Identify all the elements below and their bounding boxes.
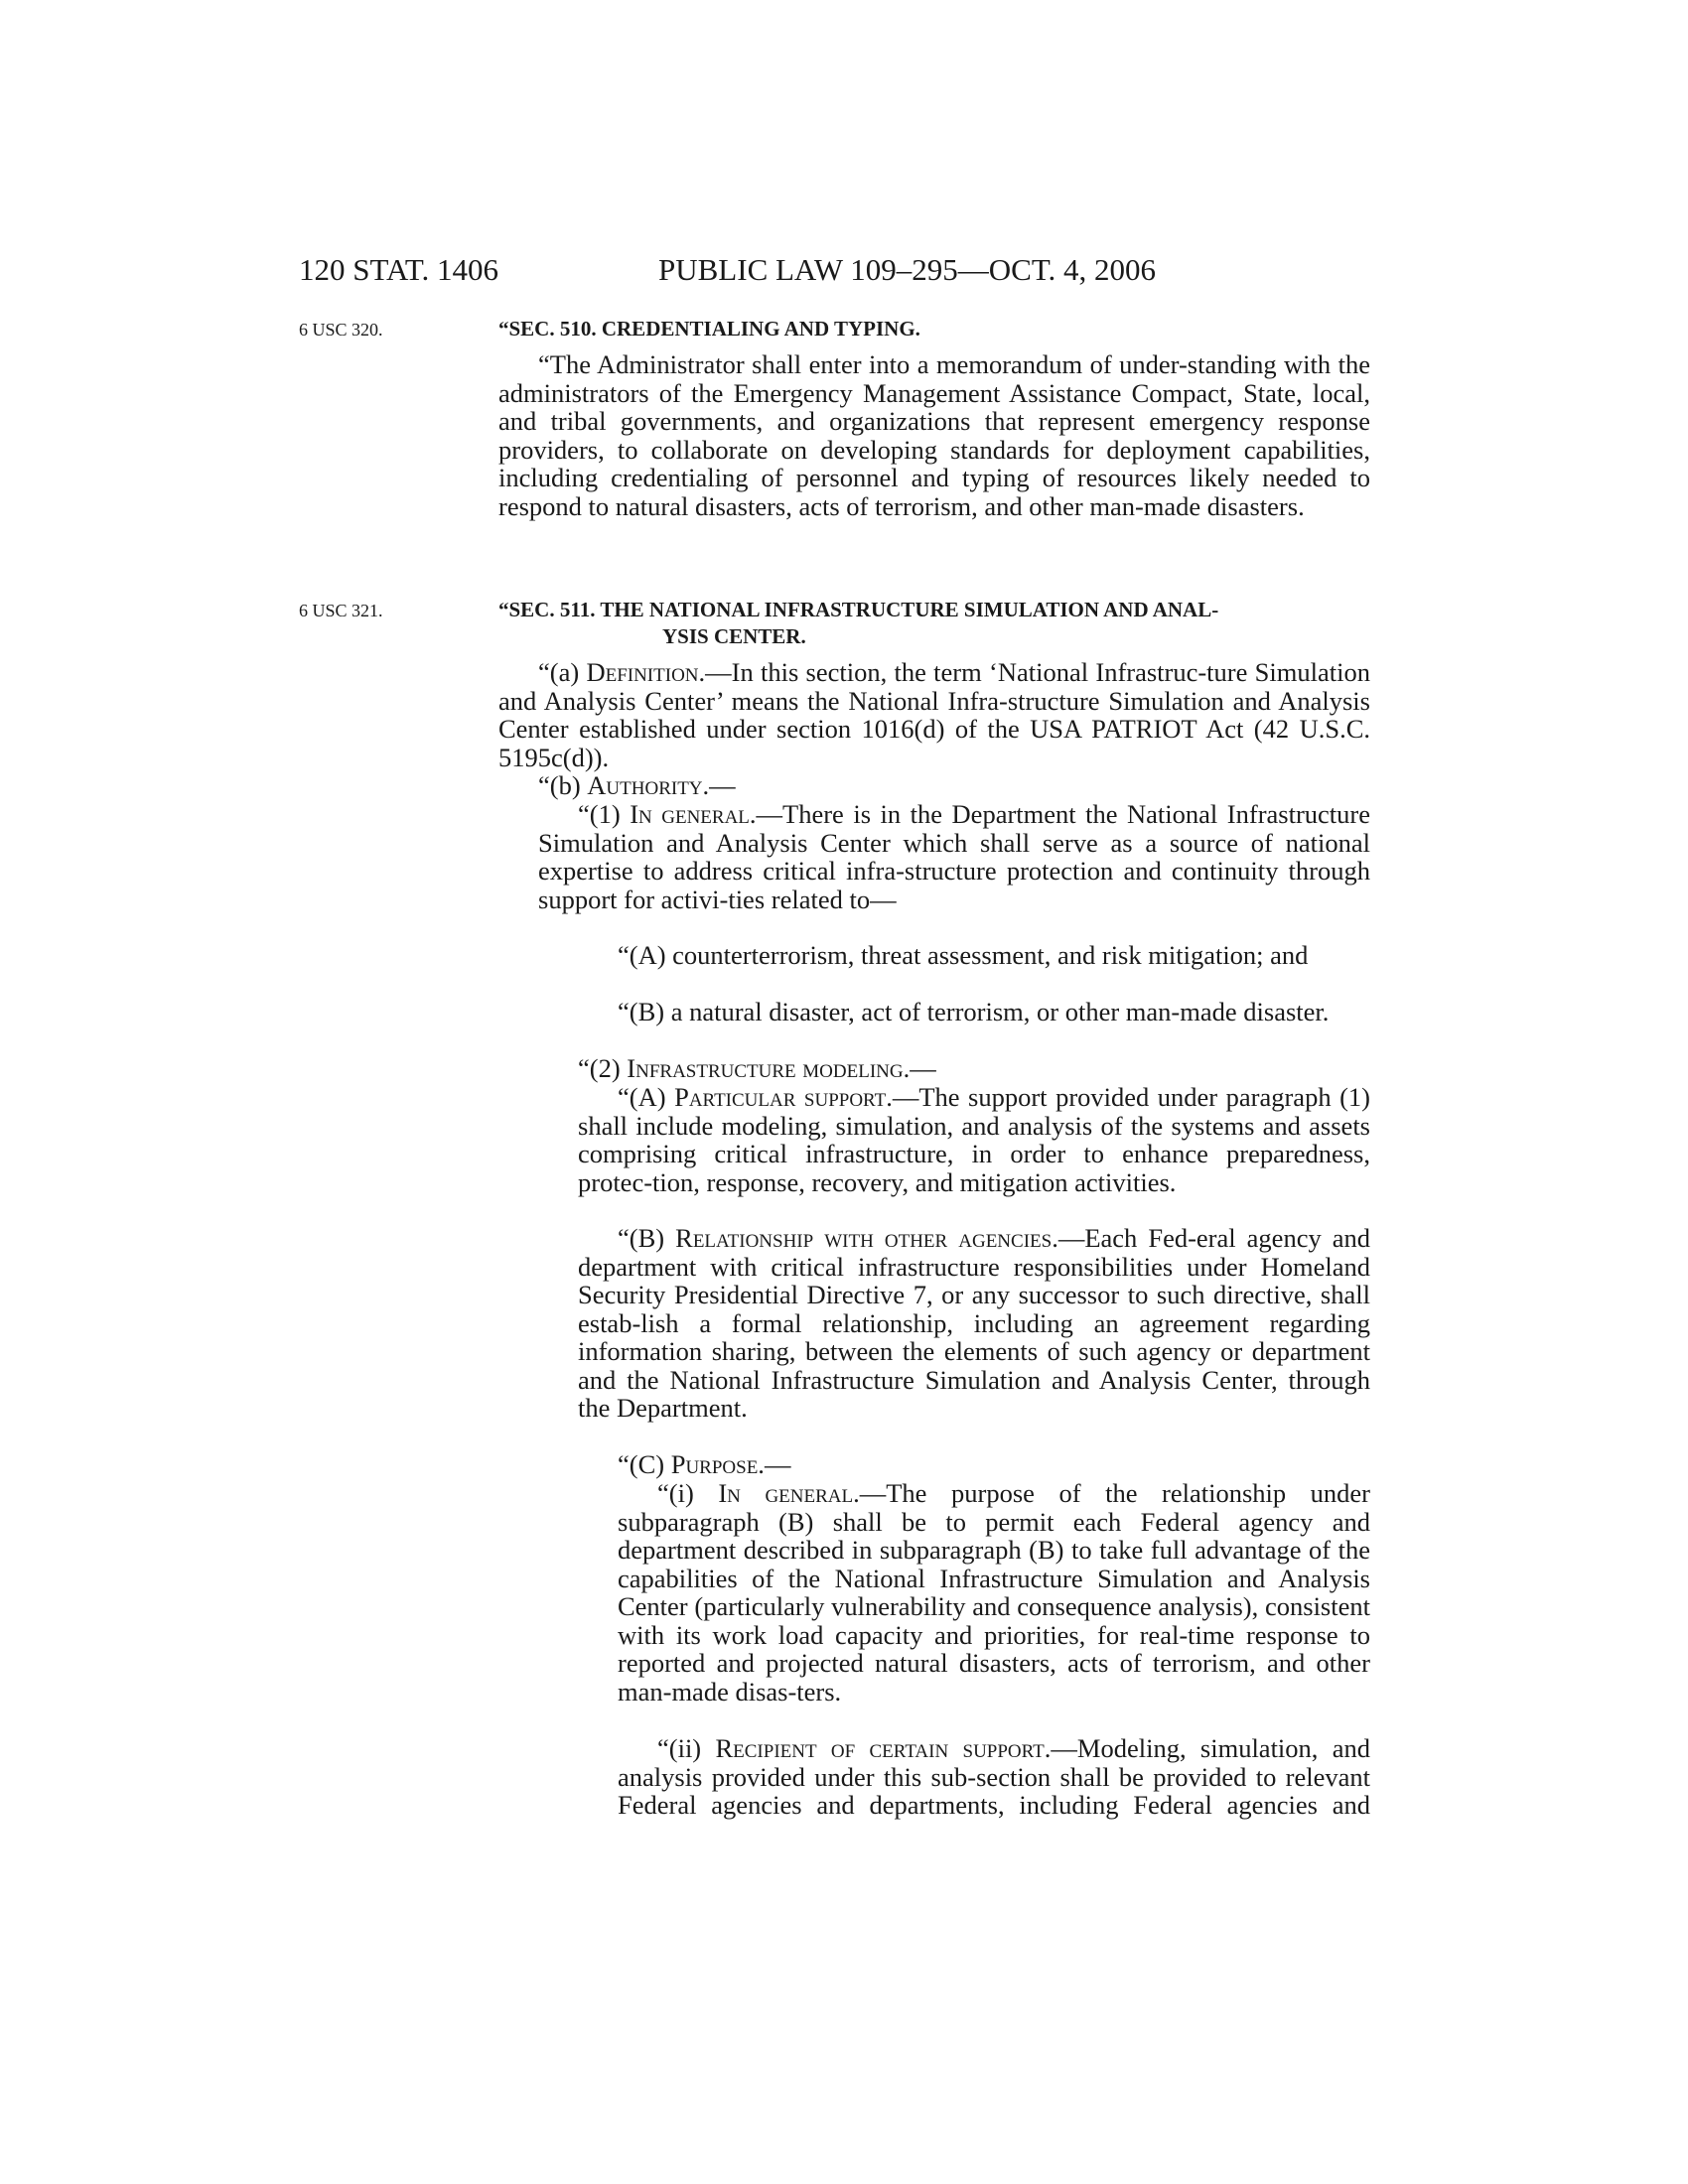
- subparagraph-b2C: [618, 1450, 1370, 1479]
- subparagraph-b2A-prefix: “(A): [618, 1082, 675, 1112]
- section-510-heading: “SEC. 510. CREDENTIALING AND TYPING.: [498, 317, 920, 341]
- subparagraph-b1B: [578, 998, 1370, 1026]
- subparagraph-b1B-text: “(B) a natural disaster, act of terrorism, or other man-made disaster.: [618, 997, 1330, 1026]
- subsection-a: [498, 658, 1370, 771]
- clause-b2Ci-prefix: “(i): [657, 1478, 719, 1508]
- section-511-heading-line2: YSIS CENTER.: [662, 624, 806, 648]
- clause-b2Ci: [618, 1479, 1370, 1706]
- public-law-citation: PUBLIC LAW 109–295—OCT. 4, 2006: [658, 252, 1156, 287]
- clause-b2Cii-caption: Recipient of certain support.: [715, 1733, 1052, 1763]
- paragraph-b1-text: —There is in the Department the National Infrastructure Simulation and Analysis Center which shall serve as a source of national expertise to address critical infra-structure protection and continuity through support for activi-ties related to—: [538, 799, 1370, 914]
- subsection-b-prefix: “(b): [538, 770, 588, 800]
- statute-citation: 120 STAT. 1406: [299, 252, 499, 287]
- subsection-b-caption: Authority.: [587, 770, 710, 800]
- paragraph-b2-prefix: “(2): [578, 1053, 628, 1083]
- subparagraph-b2A-text: —The support provided under paragraph (1) shall include modeling, simulation, and analysis of the systems and assets comprising critical infrastructure, in order to enhance preparedness, protec-tion, response, recovery, and mitigation activities.: [578, 1082, 1370, 1197]
- paragraph-b1-prefix: “(1): [578, 799, 631, 829]
- clause-b2Cii-text: —Modeling, simulation, and analysis provided under this sub-section shall be provided to relevant Federal agencies and departments, including Federal agencies and: [618, 1733, 1371, 1820]
- subparagraph-b2B-prefix: “(B): [618, 1223, 676, 1253]
- subparagraph-b2B-caption: Relationship with other agencies.: [675, 1223, 1058, 1253]
- paragraph-b1: [538, 800, 1370, 913]
- subparagraph-b2C-caption: Purpose.: [670, 1449, 765, 1479]
- running-head: [299, 250, 1391, 290]
- section-511-heading: [498, 597, 1370, 650]
- subparagraph-b2B-text: —Each Fed-eral agency and department with critical infrastructure responsibilities under Homeland Security Presidential Directive 7, or any successor to such directive, shall estab-lish a formal relationship, including an agreement regarding information sharing, between the elements of such agency or department and the National Infrastructure Simulation and Analysis Center, through the Department.: [578, 1223, 1371, 1423]
- subparagraph-b2A: [578, 1083, 1370, 1196]
- subparagraph-b2C-text: —: [764, 1449, 791, 1479]
- section-510-body: [498, 350, 1370, 520]
- clause-b2Cii-prefix: “(ii): [657, 1733, 716, 1763]
- subsection-a-prefix: “(a): [538, 657, 587, 687]
- clause-b2Ci-caption: In general.: [718, 1478, 860, 1508]
- paragraph-b1-caption: In general.: [630, 799, 757, 829]
- clause-b2Ci-text: —The purpose of the relationship under subparagraph (B) shall be to permit each Federal agency and department described in subparagraph (B) to take full advantage of the capabilities of the National Infrastructure Simulation and Analysis Center (particularly vulnerability and consequence analysis), consistent with its work load capacity and priorities, for real-time response to reported and projected natural disasters, acts of terrorism, and other man-made disas-ters.: [618, 1478, 1371, 1706]
- margin-note-usc-320: 6 USC 320.: [299, 320, 383, 340]
- subparagraph-b2A-caption: Particular support.: [674, 1082, 893, 1112]
- subparagraph-b2C-prefix: “(C): [618, 1449, 671, 1479]
- subsection-b-text: —: [709, 770, 736, 800]
- paragraph-b2-caption: Infrastructure modeling.: [627, 1053, 911, 1083]
- subsection-a-caption: Definition.: [586, 657, 706, 687]
- clause-b2Cii: [618, 1734, 1370, 1820]
- section-511-heading-line1: “SEC. 511. THE NATIONAL INFRASTRUCTURE SIMULATION AND ANAL-: [498, 598, 1219, 621]
- subsection-b: [538, 771, 1370, 800]
- section-510-paragraph: “The Administrator shall enter into a memorandum of under-standing with the administrators of the Emergency Management Assistance Compact, State, local, and tribal governments, and organizations that represent emergency response providers, to collaborate on developing standards for deployment capabilities, including credentialing of personnel and typing of resources likely needed to respond to natural disasters, acts of terrorism, and other man-made disasters.: [498, 349, 1370, 521]
- margin-note-usc-321: 6 USC 321.: [299, 601, 383, 620]
- subparagraph-b1A: [578, 941, 1370, 970]
- paragraph-b2: [578, 1054, 1370, 1083]
- subparagraph-b1A-text: “(A) counterterrorism, threat assessment, and risk mitigation; and: [618, 940, 1309, 970]
- subsection-a-text: —In this section, the term ‘National Infrastruc-ture Simulation and Analysis Center’ means the National Infra-structure Simulation and Analysis Center established under section 1016(d) of the USA PATRIOT Act (42 U.S.C. 5195c(d)).: [498, 657, 1370, 772]
- subparagraph-b2B: [578, 1224, 1370, 1423]
- paragraph-b2-text: —: [910, 1053, 936, 1083]
